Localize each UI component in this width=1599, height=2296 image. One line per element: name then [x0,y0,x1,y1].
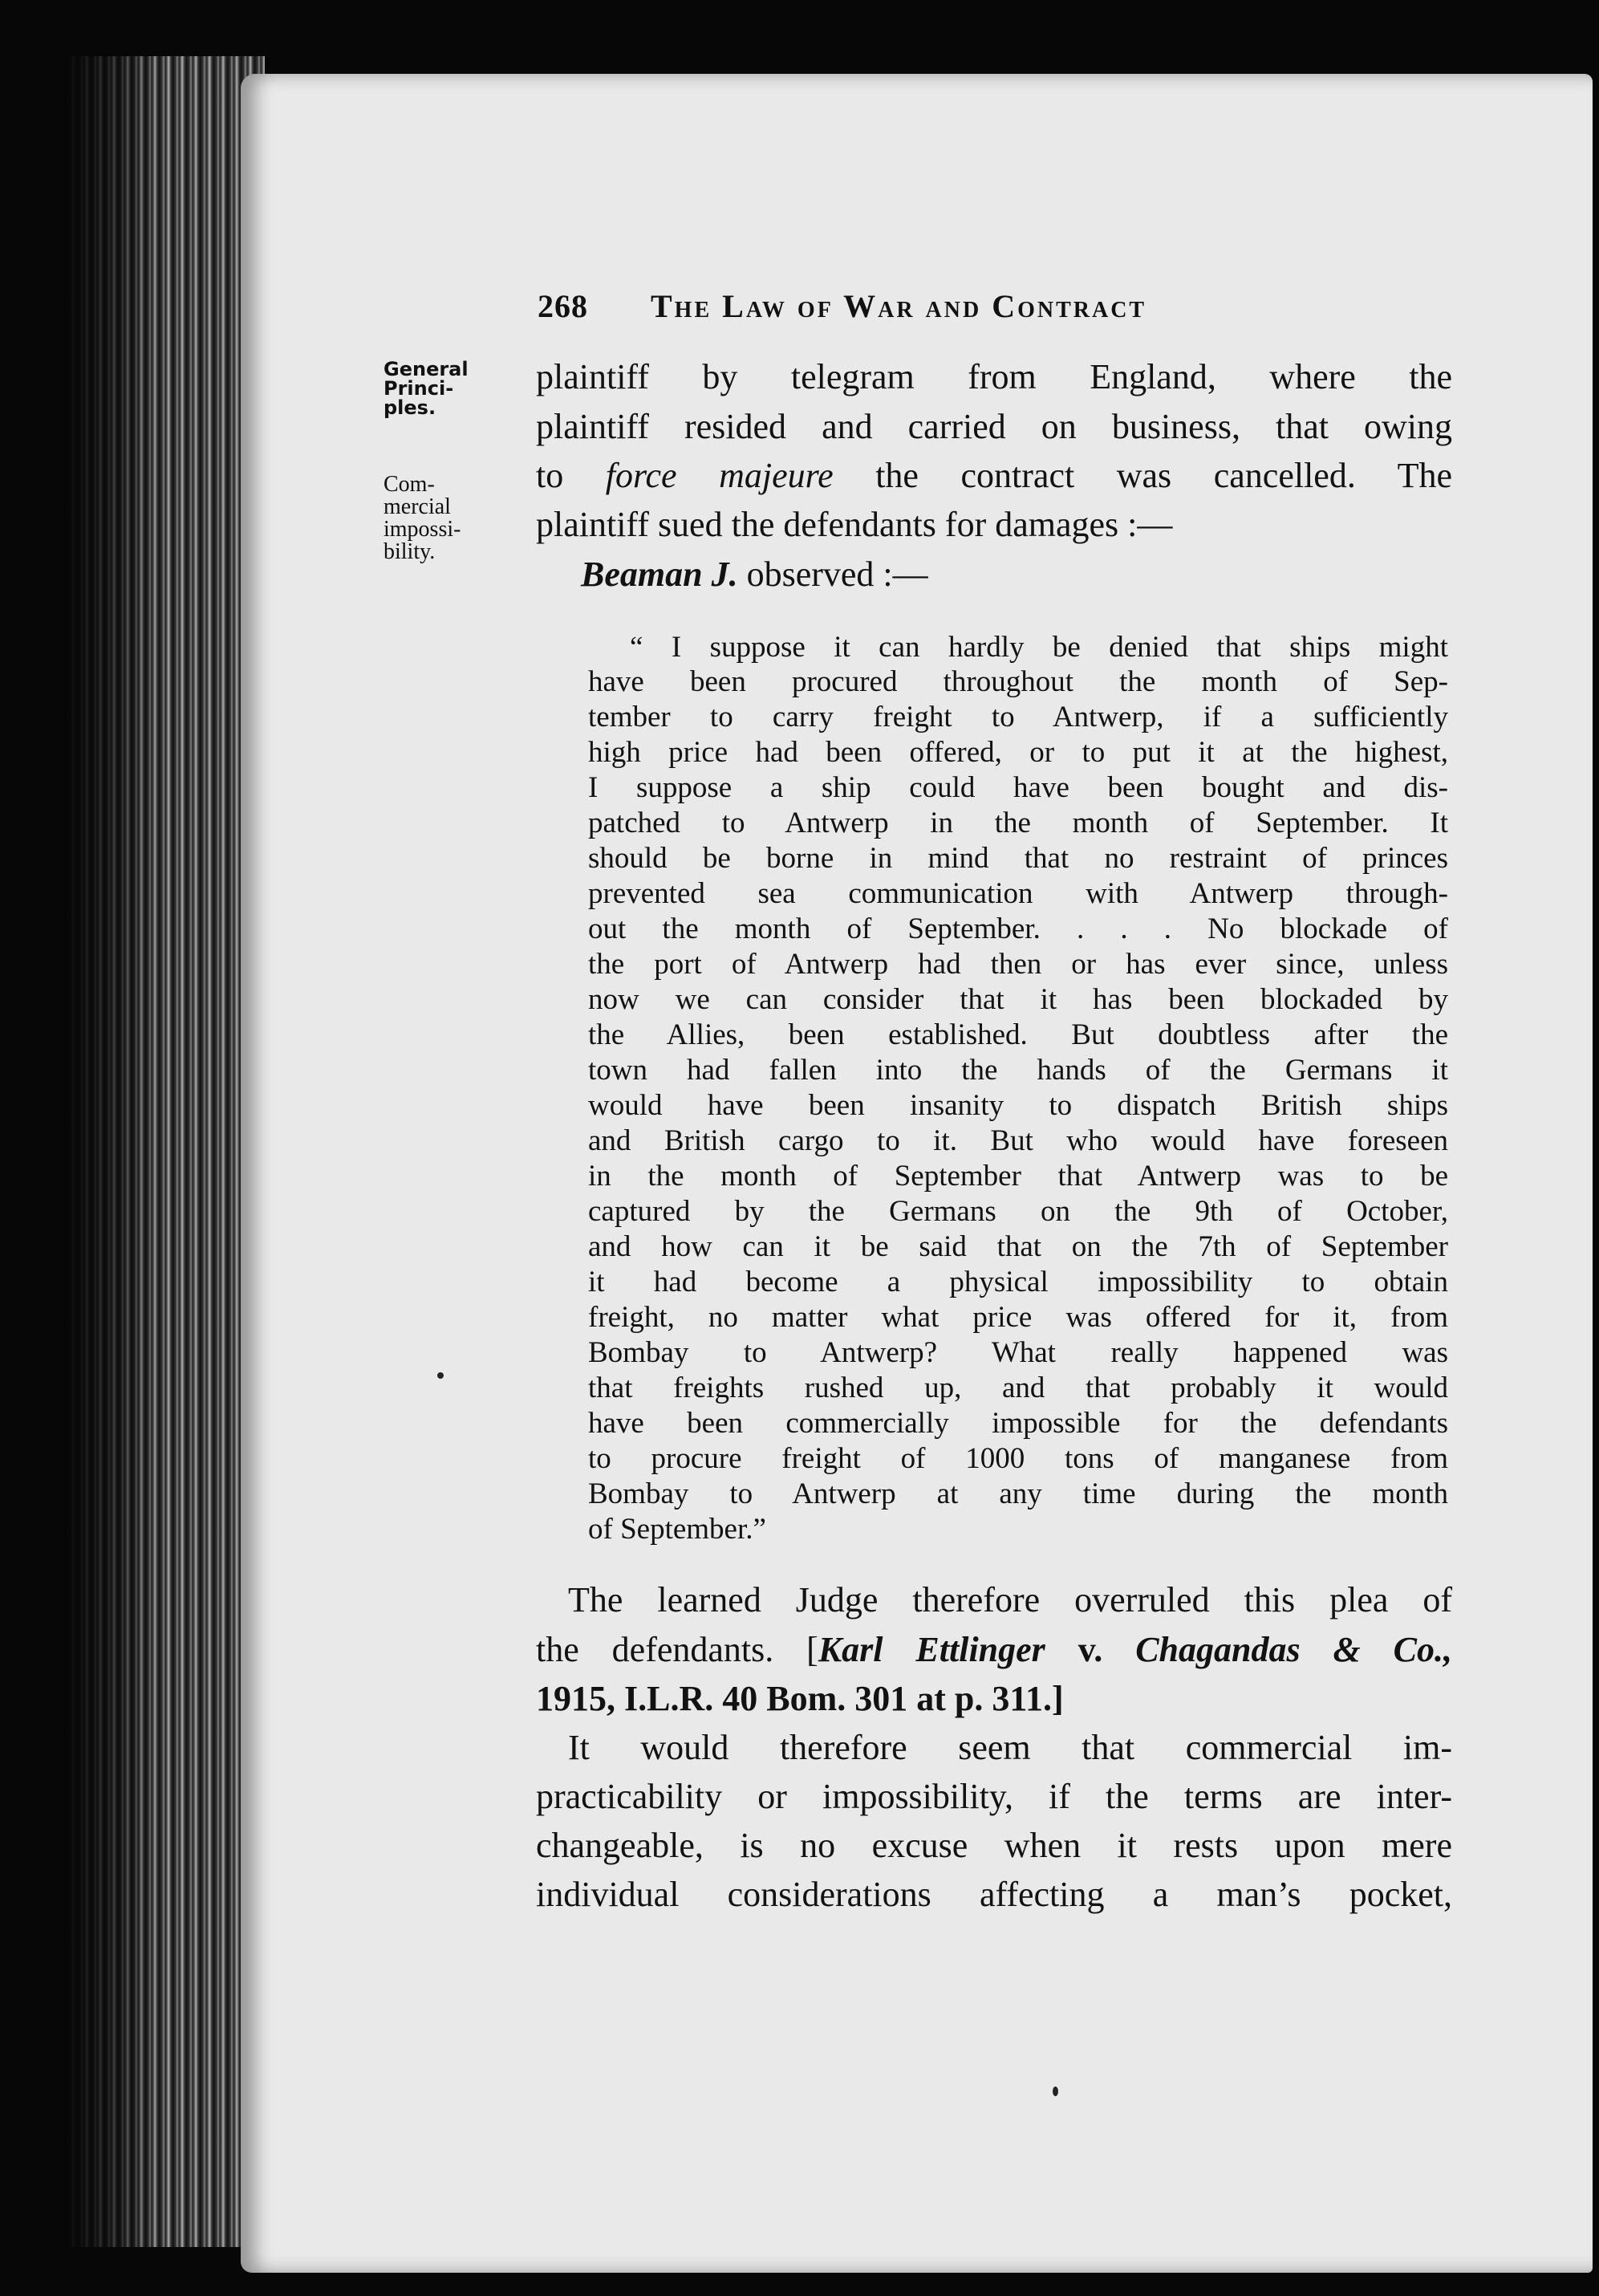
text-line: practicability or impossibility, if the terms are inter- [536,1777,1452,1816]
quote-line: have been commercially impossible for the defendants [588,1407,1448,1440]
text-line: Beaman J. observed :— [581,555,928,594]
quote-line: and British cargo to it. But who would have foreseen [588,1124,1448,1157]
quote-line: would have been insanity to dispatch British ships [588,1089,1448,1122]
case-name: Karl Ettlinger [818,1630,1045,1669]
judge-name: Beaman J. [581,555,738,594]
quote-line: freight, no matter what price was offered for it, from [588,1301,1448,1334]
citation-line: 1915, I.L.R. 40 Bom. 301 at p. 311.] [536,1679,1064,1718]
page-number: 268 [538,288,588,324]
binding-shadow [64,56,160,2247]
text-line: to force majeure the contract was cancelled. The [536,456,1452,495]
text-line: It would therefore seem that commercial im- [568,1728,1452,1767]
text-line: plaintiff sued the defendants for damages :— [536,505,1173,544]
quote-line: now we can consider that it has been blockaded by [588,983,1448,1016]
quote-line: captured by the Germans on the 9th of October, [588,1195,1448,1228]
quote-line: and how can it be said that on the 7th of September [588,1230,1448,1263]
quote-line: of September.” [588,1513,766,1546]
quote-line: out the month of September. . . . No blockade of [588,912,1448,945]
quote-line: “ I suppose it can hardly be denied that ships might [630,631,1448,664]
quote-line: patched to Antwerp in the month of September. It [588,807,1448,839]
running-title: The Law of War and Contract [651,288,1147,324]
quote-line: it had become a physical impossibility to obtain [588,1266,1448,1298]
text-line: plaintiff resided and carried on business, that owing [536,407,1452,446]
quote-line: I suppose a ship could have been bought and dis- [588,771,1448,804]
margin-note-general-principles: General Princi- ples. [384,358,469,419]
ink-speck [437,1372,444,1379]
quote-line: in the month of September that Antwerp was to be [588,1160,1448,1193]
quote-line: town had fallen into the hands of the Germans it [588,1054,1448,1087]
quote-line: that freights rushed up, and that probably it would [588,1372,1448,1404]
quote-line: prevented sea communication with Antwerp through- [588,877,1448,910]
quote-line: to procure freight of 1000 tons of manganese from [588,1442,1448,1475]
running-header [538,287,1340,325]
quote-line: Bombay to Antwerp? What really happened was [588,1336,1448,1369]
text-line: individual considerations affecting a man’s pocket, [536,1875,1452,1914]
quote-line: should be borne in mind that no restraint of princes [588,842,1448,875]
text-line: The learned Judge therefore overruled this plea of [568,1580,1452,1619]
margin-note-commercial-impossibility: Com- mercial impossi- bility. [384,472,461,564]
text-line: changeable, is no excuse when it rests upon mere [536,1826,1452,1865]
text-line: the defendants. [Karl Ettlinger v. Chagandas & Co., [536,1630,1452,1669]
quote-line: have been procured throughout the month of Sep- [588,665,1448,698]
quote-line: tember to carry freight to Antwerp, if a sufficiently [588,701,1448,734]
ink-speck [1053,2087,1058,2096]
case-name: Chagandas & Co., [1135,1630,1452,1669]
quote-line: high price had been offered, or to put it at the highest, [588,736,1448,769]
italic-phrase: force majeure [605,456,834,495]
quote-line: the Allies, been established. But doubtless after the [588,1018,1448,1051]
quote-line: Bombay to Antwerp at any time during the month [588,1477,1448,1510]
quote-line: the port of Antwerp had then or has ever since, unless [588,948,1448,981]
text-line: plaintiff by telegram from England, where the [536,357,1452,396]
